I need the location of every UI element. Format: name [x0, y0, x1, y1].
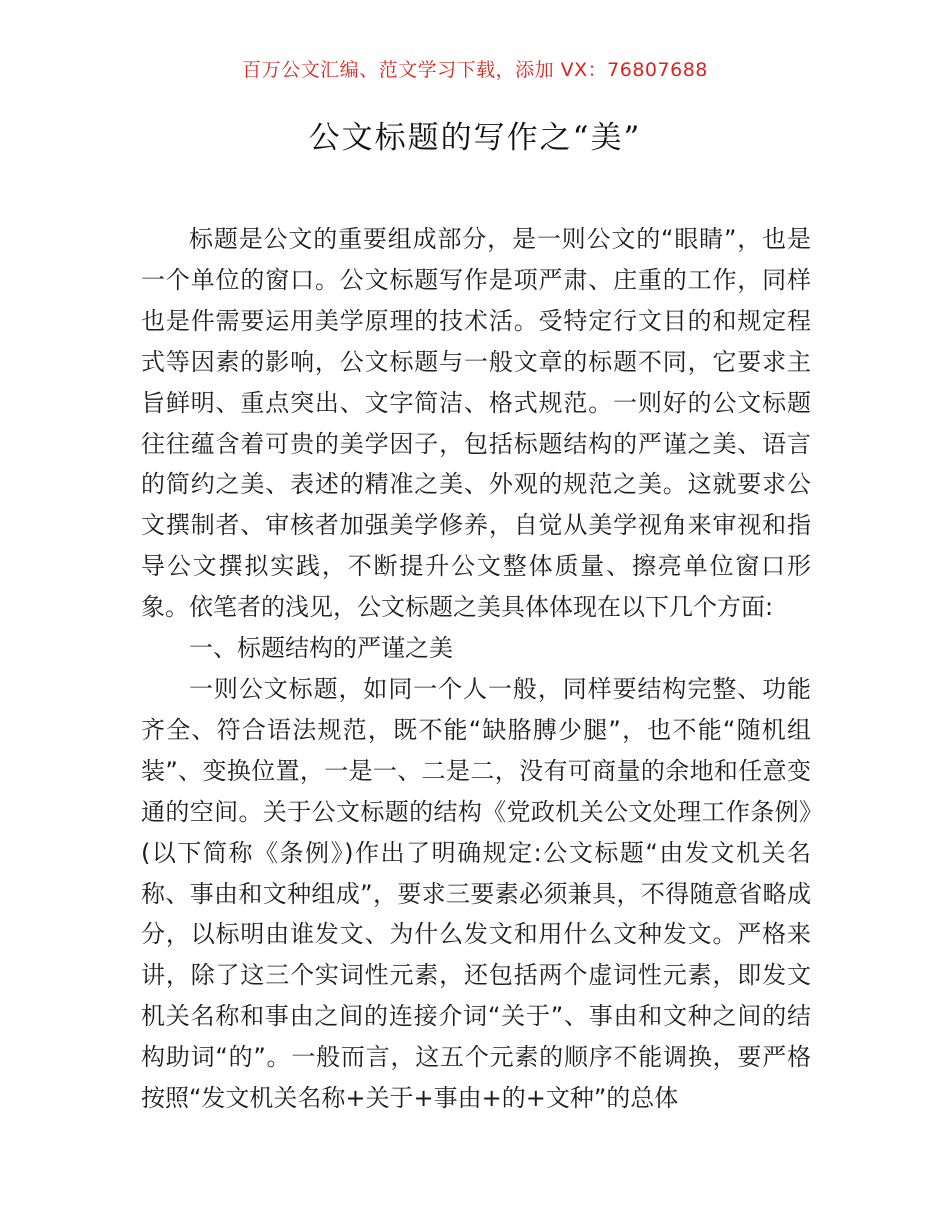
section-heading-1: 一、标题结构的严谨之美	[189, 634, 453, 663]
paragraph-section-1: 一则公文标题，如同一个人一般，同样要结构完整、功能齐全、符合语法规范，既不能“缺胳膊少腿”，也不能“随机组装”、变换位置，一是一、二是二，没有可商量的余地和任意变通的空间。关于公文标题的结构《党政机关公文处理工作条例》(以下简称《条例》)作出了明确规定:公文标题“由发文机关名称、事由和文种组成”，要求三要素必须兼具，不得随意省略成分，以标明由谁发文、为什么发文和用什么文种发文。严格来讲，除了这三个实词性元素，还包括两个虚词性元素，即发文机关名称和事由之间的连接介词“关于”、事由和文种之间的结构助词“的”。一般而言，这五个元素的顺序不能调换，要严格按照“发文机关名称+关于+事由+的+文种”的总体	[141, 674, 811, 1113]
paragraph-intro: 标题是公文的重要组成部分，是一则公文的“眼睛”，也是一个单位的窗口。公文标题写作是项严肃、庄重的工作，同样也是件需要运用美学原理的技术活。受特定行文目的和规定程式等因素的影响，公文标题与一般文章的标题不同，它要求主旨鲜明、重点突出、文字简洁、格式规范。一则好的公文标题往往蕴含着可贵的美学因子，包括标题结构的严谨之美、语言的简约之美、表述的精准之美、外观的规范之美。这就要求公文撰制者、审核者加强美学修养，自觉从美学视角来审视和指导公文撰拟实践，不断提升公文整体质量、擦亮单位窗口形象。依笔者的浅见，公文标题之美具体体现在以下几个方面:	[141, 225, 811, 622]
document-title: 公文标题的写作之“美”	[308, 120, 642, 156]
document-body	[141, 219, 811, 1119]
promo-banner: 百万公文汇编、范文学习下载，添加 VX：76807688	[242, 59, 708, 81]
